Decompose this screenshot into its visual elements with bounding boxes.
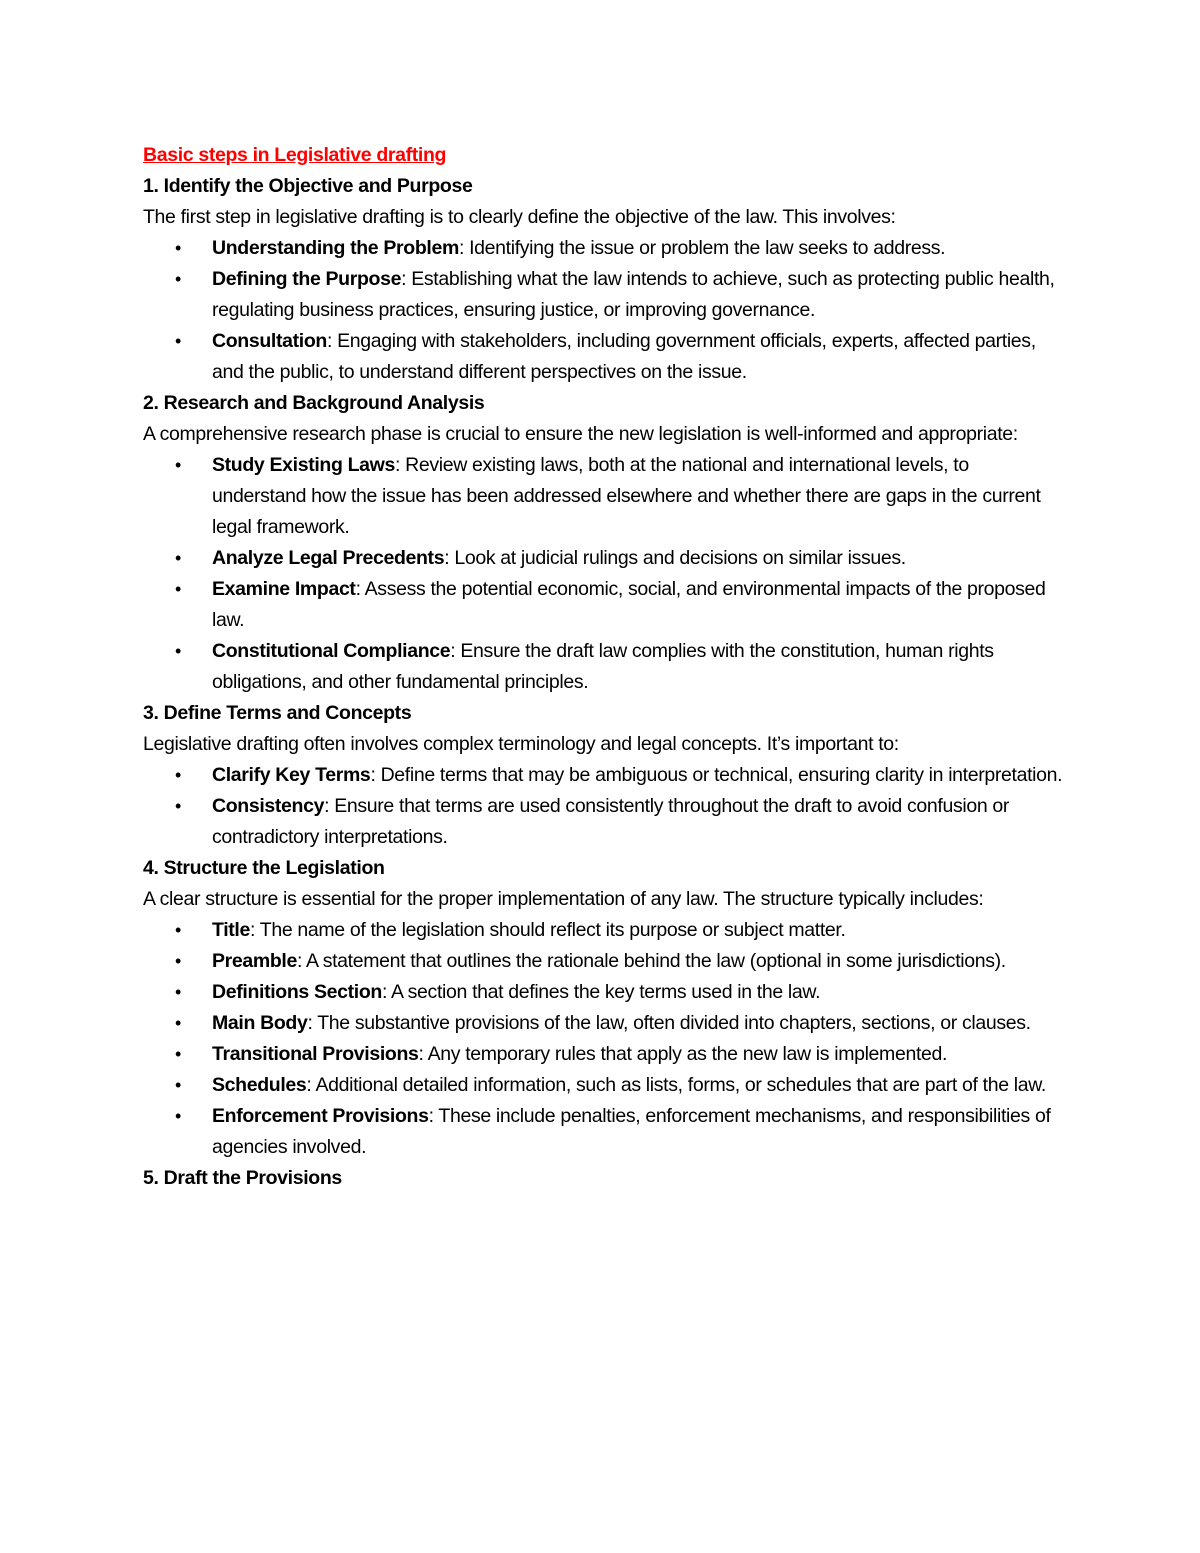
document-title: Basic steps in Legislative drafting [143, 144, 447, 166]
bullet-list [143, 450, 1063, 698]
bullet-icon: • [175, 641, 181, 661]
list-item-term: Analyze Legal Precedents [212, 547, 445, 569]
list-item [175, 946, 1063, 977]
section-heading: 4. Structure the Legislation [143, 857, 385, 879]
section-heading: 1. Identify the Objective and Purpose [143, 175, 473, 197]
bullet-icon: • [175, 269, 181, 289]
list-item-text: : These include penalties, enforcement mechanisms, and responsibilities of agencies involved. [212, 1105, 1051, 1158]
list-item-text: : Additional detailed information, such as lists, forms, or schedules that are part of the law. [306, 1074, 1046, 1096]
list-item [175, 791, 1063, 853]
list-item-term: Constitutional Compliance [212, 640, 451, 662]
bullet-list [143, 760, 1063, 853]
sections-container [143, 171, 1063, 1194]
list-item [175, 915, 1063, 946]
list-item [175, 233, 1063, 264]
bullet-icon: • [175, 331, 181, 351]
section-intro: The first step in legislative drafting is to clearly define the objective of the law. This involves: [143, 206, 896, 228]
bullet-icon: • [175, 455, 181, 475]
bullet-icon: • [175, 238, 181, 258]
list-item [175, 1039, 1063, 1070]
list-item [175, 574, 1063, 636]
section-heading: 5. Draft the Provisions [143, 1167, 342, 1189]
list-item-term: Examine Impact [212, 578, 356, 600]
document-page [143, 140, 1063, 1194]
bullet-icon: • [175, 1075, 181, 1095]
list-item-term: Clarify Key Terms [212, 764, 371, 786]
section-intro: Legislative drafting often involves complex terminology and legal concepts. It’s important to: [143, 733, 899, 755]
list-item-term: Title [212, 919, 250, 941]
bullet-icon: • [175, 1106, 181, 1126]
list-item-term: Consultation [212, 330, 327, 352]
list-item-text: : The name of the legislation should reflect its purpose or subject matter. [249, 919, 846, 941]
section-intro: A clear structure is essential for the proper implementation of any law. The structure typically includes: [143, 888, 984, 910]
list-item-text: : Establishing what the law intends to achieve, such as protecting public health, regulating business practices, ensuring justice, or improving governance. [212, 268, 1055, 321]
list-item-term: Main Body [212, 1012, 308, 1034]
section-heading: 2. Research and Background Analysis [143, 392, 485, 414]
list-item-text: : A statement that outlines the rationale behind the law (optional in some jurisdictions). [297, 950, 1006, 972]
list-item [175, 760, 1063, 791]
list-item-text: : Assess the potential economic, social, and environmental impacts of the proposed law. [212, 578, 1046, 631]
list-item-text: : A section that defines the key terms used in the law. [381, 981, 821, 1003]
list-item [175, 326, 1063, 388]
list-item-text: : The substantive provisions of the law, often divided into chapters, sections, or clauses. [307, 1012, 1031, 1034]
list-item-term: Schedules [212, 1074, 307, 1096]
list-item [175, 264, 1063, 326]
list-item [175, 977, 1063, 1008]
bullet-icon: • [175, 765, 181, 785]
bullet-list [143, 915, 1063, 1163]
section-heading: 3. Define Terms and Concepts [143, 702, 412, 724]
list-item-term: Defining the Purpose [212, 268, 402, 290]
bullet-icon: • [175, 796, 181, 816]
bullet-icon: • [175, 1013, 181, 1033]
list-item-text: : Identifying the issue or problem the law seeks to address. [458, 237, 946, 259]
list-item-term: Enforcement Provisions [212, 1105, 429, 1127]
bullet-list [143, 233, 1063, 388]
list-item-term: Consistency [212, 795, 325, 817]
bullet-icon: • [175, 548, 181, 568]
list-item [175, 1070, 1063, 1101]
list-item [175, 543, 1063, 574]
list-item [175, 1008, 1063, 1039]
list-item-text: : Review existing laws, both at the national and international levels, to understand how the issue has been addressed elsewhere and whether there are gaps in the current legal framework. [212, 454, 1041, 538]
bullet-icon: • [175, 951, 181, 971]
list-item-text: : Any temporary rules that apply as the new law is implemented. [418, 1043, 948, 1065]
list-item [175, 1101, 1063, 1163]
list-item-term: Definitions Section [212, 981, 382, 1003]
list-item-term: Understanding the Problem [212, 237, 459, 259]
list-item-text: : Ensure the draft law complies with the constitution, human rights obligations, and other fundamental principles. [212, 640, 994, 693]
list-item-text: : Look at judicial rulings and decisions on similar issues. [444, 547, 906, 569]
list-item-text: : Define terms that may be ambiguous or technical, ensuring clarity in interpretation. [370, 764, 1063, 786]
section-intro: A comprehensive research phase is crucial to ensure the new legislation is well-informed and appropriate: [143, 423, 1018, 445]
bullet-icon: • [175, 1044, 181, 1064]
bullet-icon: • [175, 579, 181, 599]
list-item-text: : Ensure that terms are used consistently throughout the draft to avoid confusion or contradictory interpretations. [212, 795, 1010, 848]
list-item-text: : Engaging with stakeholders, including government officials, experts, affected parties, and the public, to understand different perspectives on the issue. [212, 330, 1036, 383]
list-item-term: Transitional Provisions [212, 1043, 419, 1065]
list-item-term: Preamble [212, 950, 297, 972]
list-item-term: Study Existing Laws [212, 454, 395, 476]
bullet-icon: • [175, 920, 181, 940]
list-item [175, 450, 1063, 543]
bullet-icon: • [175, 982, 181, 1002]
list-item [175, 636, 1063, 698]
